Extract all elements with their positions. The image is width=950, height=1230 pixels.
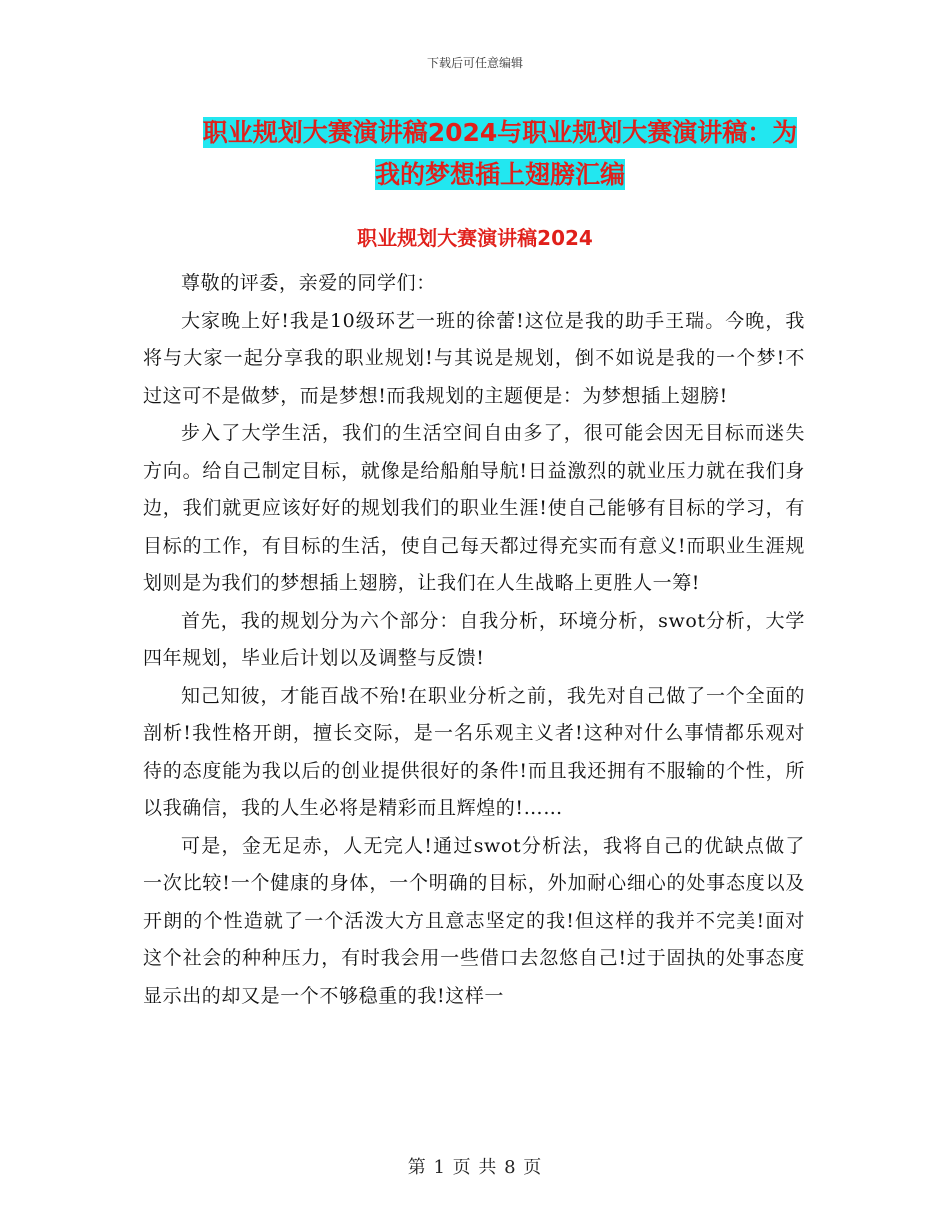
document-title-line-1: 职业规划大赛演讲稿2024与职业规划大赛演讲稿：为 [202, 118, 798, 147]
body-text [143, 265, 805, 1015]
section-title: 职业规划大赛演讲稿2024 [357, 226, 593, 250]
paragraph: 步入了大学生活，我们的生活空间自由多了，很可能会因无目标而迷失方向。给自己制定目标，就像是给船舶导航!日益激烈的就业压力就在我们身边，我们就更应该好好的规划我们的职业生涯!使自己能够有目标的学习，有目标的工作，有目标的生活，使自己每天都过得充实而有意义!而职业生涯规划则是为我们的梦想插上翅膀，让我们在人生战略上更胜人一筹! [143, 422, 805, 594]
header-note: 下载后可任意编辑 [426, 56, 523, 70]
paragraph-salutation: 尊敬的评委，亲爱的同学们： [181, 272, 436, 294]
document-title-line-2: 我的梦想插上翅膀汇编 [374, 160, 625, 189]
paragraph: 大家晚上好!我是10级环艺一班的徐蕾!这位是我的助手王瑞。今晚，我将与大家一起分享我的职业规划!与其说是规划，倒不如说是我的一个梦!不过这可不是做梦，而是梦想!而我规划的主题便是：为梦想插上翅膀! [143, 309, 805, 407]
paragraph: 首先，我的规划分为六个部分：自我分析，环境分析，swot分析，大学四年规划，毕业后计划以及调整与反馈! [143, 609, 805, 669]
paragraph: 知己知彼，才能百战不殆!在职业分析之前，我先对自己做了一个全面的剖析!我性格开朗，擅长交际，是一名乐观主义者!这种对什么事情都乐观对待的态度能为我以后的创业提供很好的条件!而且我还拥有不服输的个性，所以我确信，我的人生必将是精彩而且辉煌的!…… [143, 684, 805, 819]
page-number-footer: 第 1 页 共 8 页 [407, 1157, 543, 1178]
paragraph: 可是，金无足赤，人无完人!通过swot分析法，我将自己的优缺点做了一次比较!一个健康的身体，一个明确的目标，外加耐心细心的处事态度以及开朗的个性造就了一个活泼大方且意志坚定的我!但这样的我并不完美!面对这个社会的种种压力，有时我会用一些借口去忽悠自己!过于固执的处事态度显示出的却又是一个不够稳重的我!这样一 [143, 834, 805, 1007]
document-title [150, 112, 850, 196]
